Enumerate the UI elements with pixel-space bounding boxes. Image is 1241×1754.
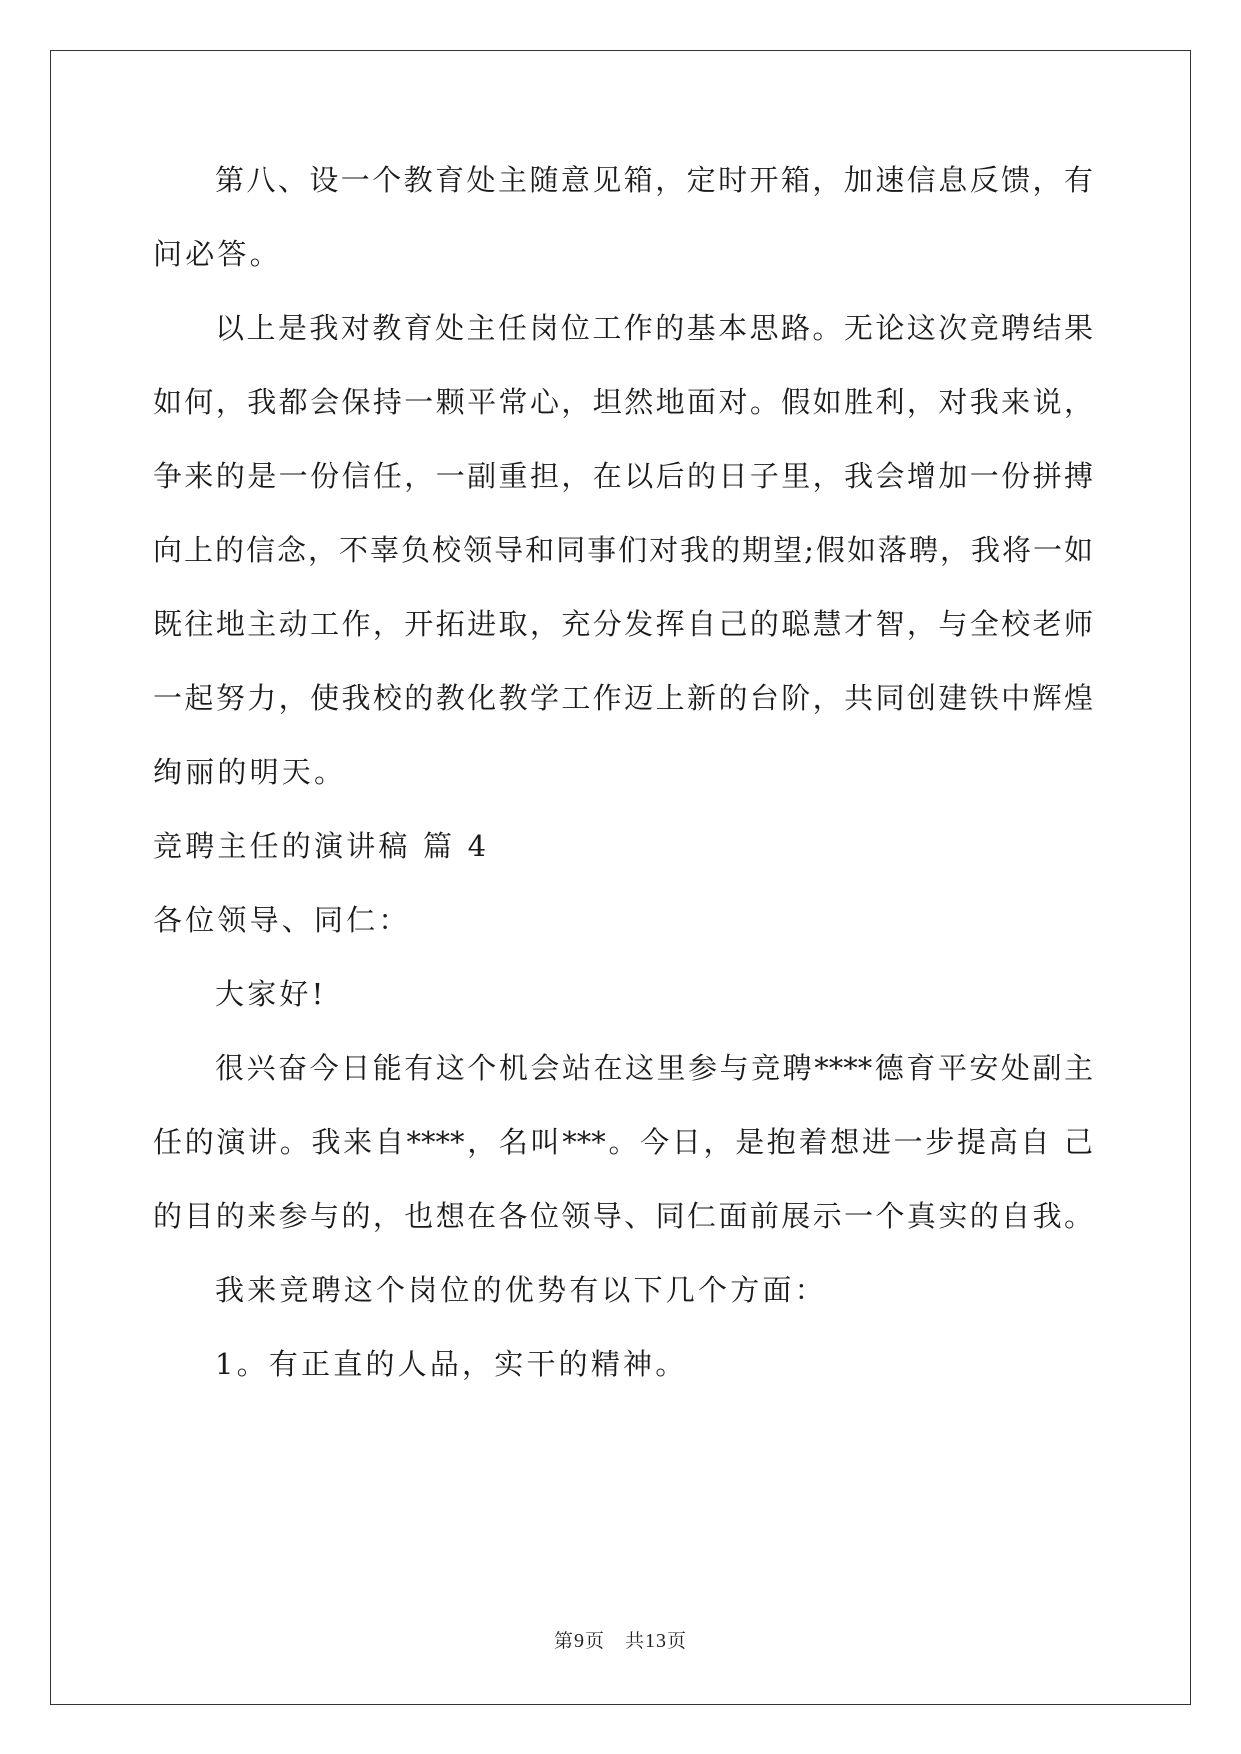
text-line: 很兴奋今日能有这个机会站在这里参与竞聘****德育平安处副主 <box>215 1051 1093 1085</box>
page-border <box>50 50 1191 1705</box>
text-line: 我来竞聘这个岗位的优势有以下几个方面： <box>215 1273 827 1307</box>
total-pages: 13 <box>645 1630 667 1652</box>
page-number: 9 <box>573 1630 585 1652</box>
text-line: 任的演讲。我来自****，名叫***。今日，是抱着想进一步提高自 己 <box>153 1125 1093 1159</box>
page-footer <box>0 1626 1241 1653</box>
text-line: 争来的是一份信任，一副重担，在以后的日子里，我会增加一份拼搏 <box>153 459 1093 493</box>
salutation: 各位领导、同仁： <box>153 903 411 937</box>
footer-suffix: 页 <box>667 1630 688 1652</box>
text-line: 既往地主动工作，开拓进取，充分发挥自己的聪慧才智，与全校老师 <box>153 607 1093 641</box>
section-heading: 竞聘主任的演讲稿 篇 4 <box>153 829 490 863</box>
greeting: 大家好! <box>215 977 327 1011</box>
text-line: 的目的来参与的，也想在各位领导、同仁面前展示一个真实的自我。 <box>153 1199 1093 1233</box>
footer-mid: 页 共 <box>584 1630 645 1652</box>
text-line: 第八、设一个教育处主随意见箱，定时开箱，加速信息反馈，有 <box>215 163 1093 197</box>
text-line: 绚丽的明天。 <box>153 755 347 789</box>
list-item: 1。有正直的人品，实干的精神。 <box>215 1347 688 1381</box>
text-line: 如何，我都会保持一颗平常心，坦然地面对。假如胜利，对我来说， <box>153 385 1093 419</box>
footer-prefix: 第 <box>553 1630 574 1652</box>
text-line: 向上的信念，不辜负校领导和同事们对我的期望;假如落聘，我将一如 <box>153 533 1093 567</box>
text-line: 问必答。 <box>153 237 282 271</box>
text-line: 以上是我对教育处主任岗位工作的基本思路。无论这次竞聘结果 <box>215 311 1093 345</box>
text-line: 一起努力，使我校的教化教学工作迈上新的台阶，共同创建铁中辉煌 <box>153 681 1093 715</box>
